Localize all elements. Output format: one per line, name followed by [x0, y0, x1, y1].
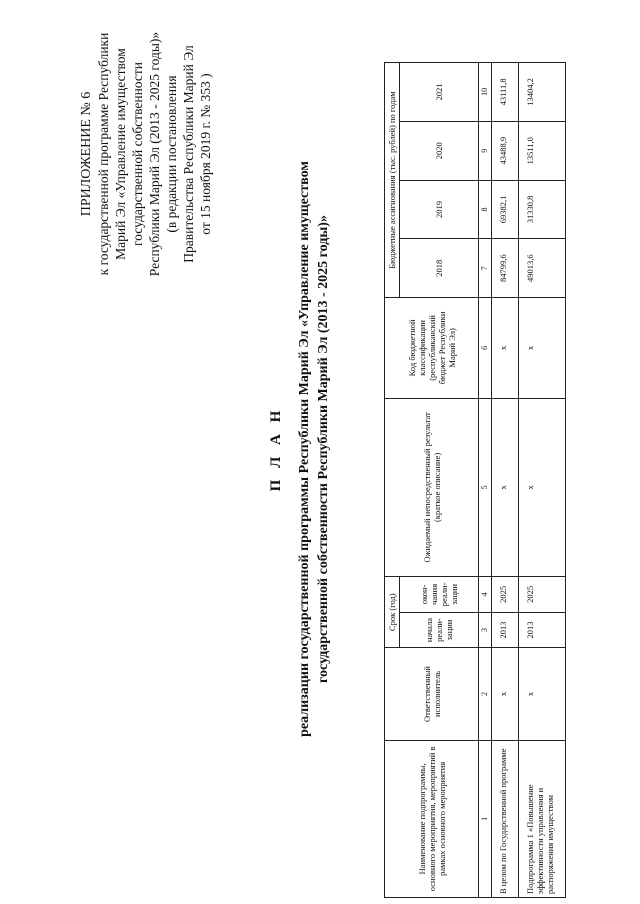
column-number-row — [479, 63, 492, 898]
row-executor: х — [492, 648, 519, 740]
row-start: 2013 — [519, 612, 566, 648]
header-allocations: Бюджетные ассигнования (тыс. рублей) по годам — [385, 63, 400, 298]
column-number: 7 — [479, 239, 492, 298]
row-code: х — [492, 298, 519, 399]
row-start: 2013 — [492, 612, 519, 648]
plan-subtitle-line-2: государственной собственности Республики Марий Эл (2013 - 2025 годы)» — [316, 215, 331, 683]
row-2018: 49013,6 — [519, 239, 566, 298]
plan-table — [384, 62, 566, 898]
header-executor: Ответственный исполнитель — [385, 648, 479, 740]
plan-heading — [268, 154, 333, 744]
appendix-line: (в редакции постановления — [164, 75, 179, 233]
row-2020: 43488,9 — [492, 121, 519, 180]
plan-subtitle-line-1: реализации государственной программы Республики Марий Эл «Управление имуществом — [297, 161, 312, 737]
table-header-row — [385, 63, 400, 898]
header-year: 2020 — [400, 121, 479, 180]
appendix-line: от 15 ноября 2019 г. № 353 ) — [198, 73, 213, 235]
row-end: 2025 — [492, 577, 519, 613]
row-2020: 13511,0 — [519, 121, 566, 180]
row-end: 2025 — [519, 577, 566, 613]
header-name: Наименование подпрограммы, основного мероприятия, мероприятий в рамках основного мероприятия — [385, 740, 479, 897]
appendix-line: Правительства Республики Марий Эл — [181, 45, 196, 263]
header-budget-code: Код бюджетной классификации (республиканский бюджет Республики Марий Эл) — [385, 298, 479, 399]
column-number: 2 — [479, 648, 492, 740]
column-number: 9 — [479, 121, 492, 180]
table-row — [519, 63, 566, 898]
column-number: 1 — [479, 740, 492, 897]
row-result: х — [519, 398, 566, 576]
column-number: 4 — [479, 577, 492, 613]
header-year: 2021 — [400, 63, 479, 122]
appendix-line: государственной собственности — [130, 61, 145, 247]
appendix-line: к государственной программе Республики — [96, 32, 111, 276]
row-executor: х — [519, 648, 566, 740]
row-2019: 69382,1 — [492, 180, 519, 239]
row-code: х — [519, 298, 566, 399]
header-year: 2019 — [400, 180, 479, 239]
table-row — [492, 63, 519, 898]
header-term-end: окон-чания реали-зации — [400, 577, 479, 613]
row-name: В целом по Государственной программе — [492, 740, 519, 897]
plan-title: П Л А Н — [268, 406, 284, 492]
header-term-start: начала реали-зации — [400, 612, 479, 648]
header-year: 2018 — [400, 239, 479, 298]
row-2018: 84799,6 — [492, 239, 519, 298]
row-result: х — [492, 398, 519, 576]
column-number: 10 — [479, 63, 492, 122]
row-name: Подпрограмма 1 «Повышение эффективности управления и распоряжения имуществом — [519, 740, 566, 897]
column-number: 6 — [479, 298, 492, 399]
header-term: Срок (год) — [385, 577, 400, 648]
row-2021: 43111,8 — [492, 63, 519, 122]
header-result: Ожидаемый непосредственный результат (краткое описание) — [385, 398, 479, 576]
appendix-title: ПРИЛОЖЕНИЕ № 6 — [79, 91, 94, 217]
column-number: 8 — [479, 180, 492, 239]
appendix-line: Республики Марий Эл (2013 - 2025 годы)» — [147, 31, 162, 277]
appendix-block — [78, 4, 214, 304]
row-2021: 13404,2 — [519, 63, 566, 122]
appendix-line: Марий Эл «Управление имуществом — [113, 48, 128, 260]
column-number: 3 — [479, 612, 492, 648]
row-2019: 31330,8 — [519, 180, 566, 239]
column-number: 5 — [479, 398, 492, 576]
